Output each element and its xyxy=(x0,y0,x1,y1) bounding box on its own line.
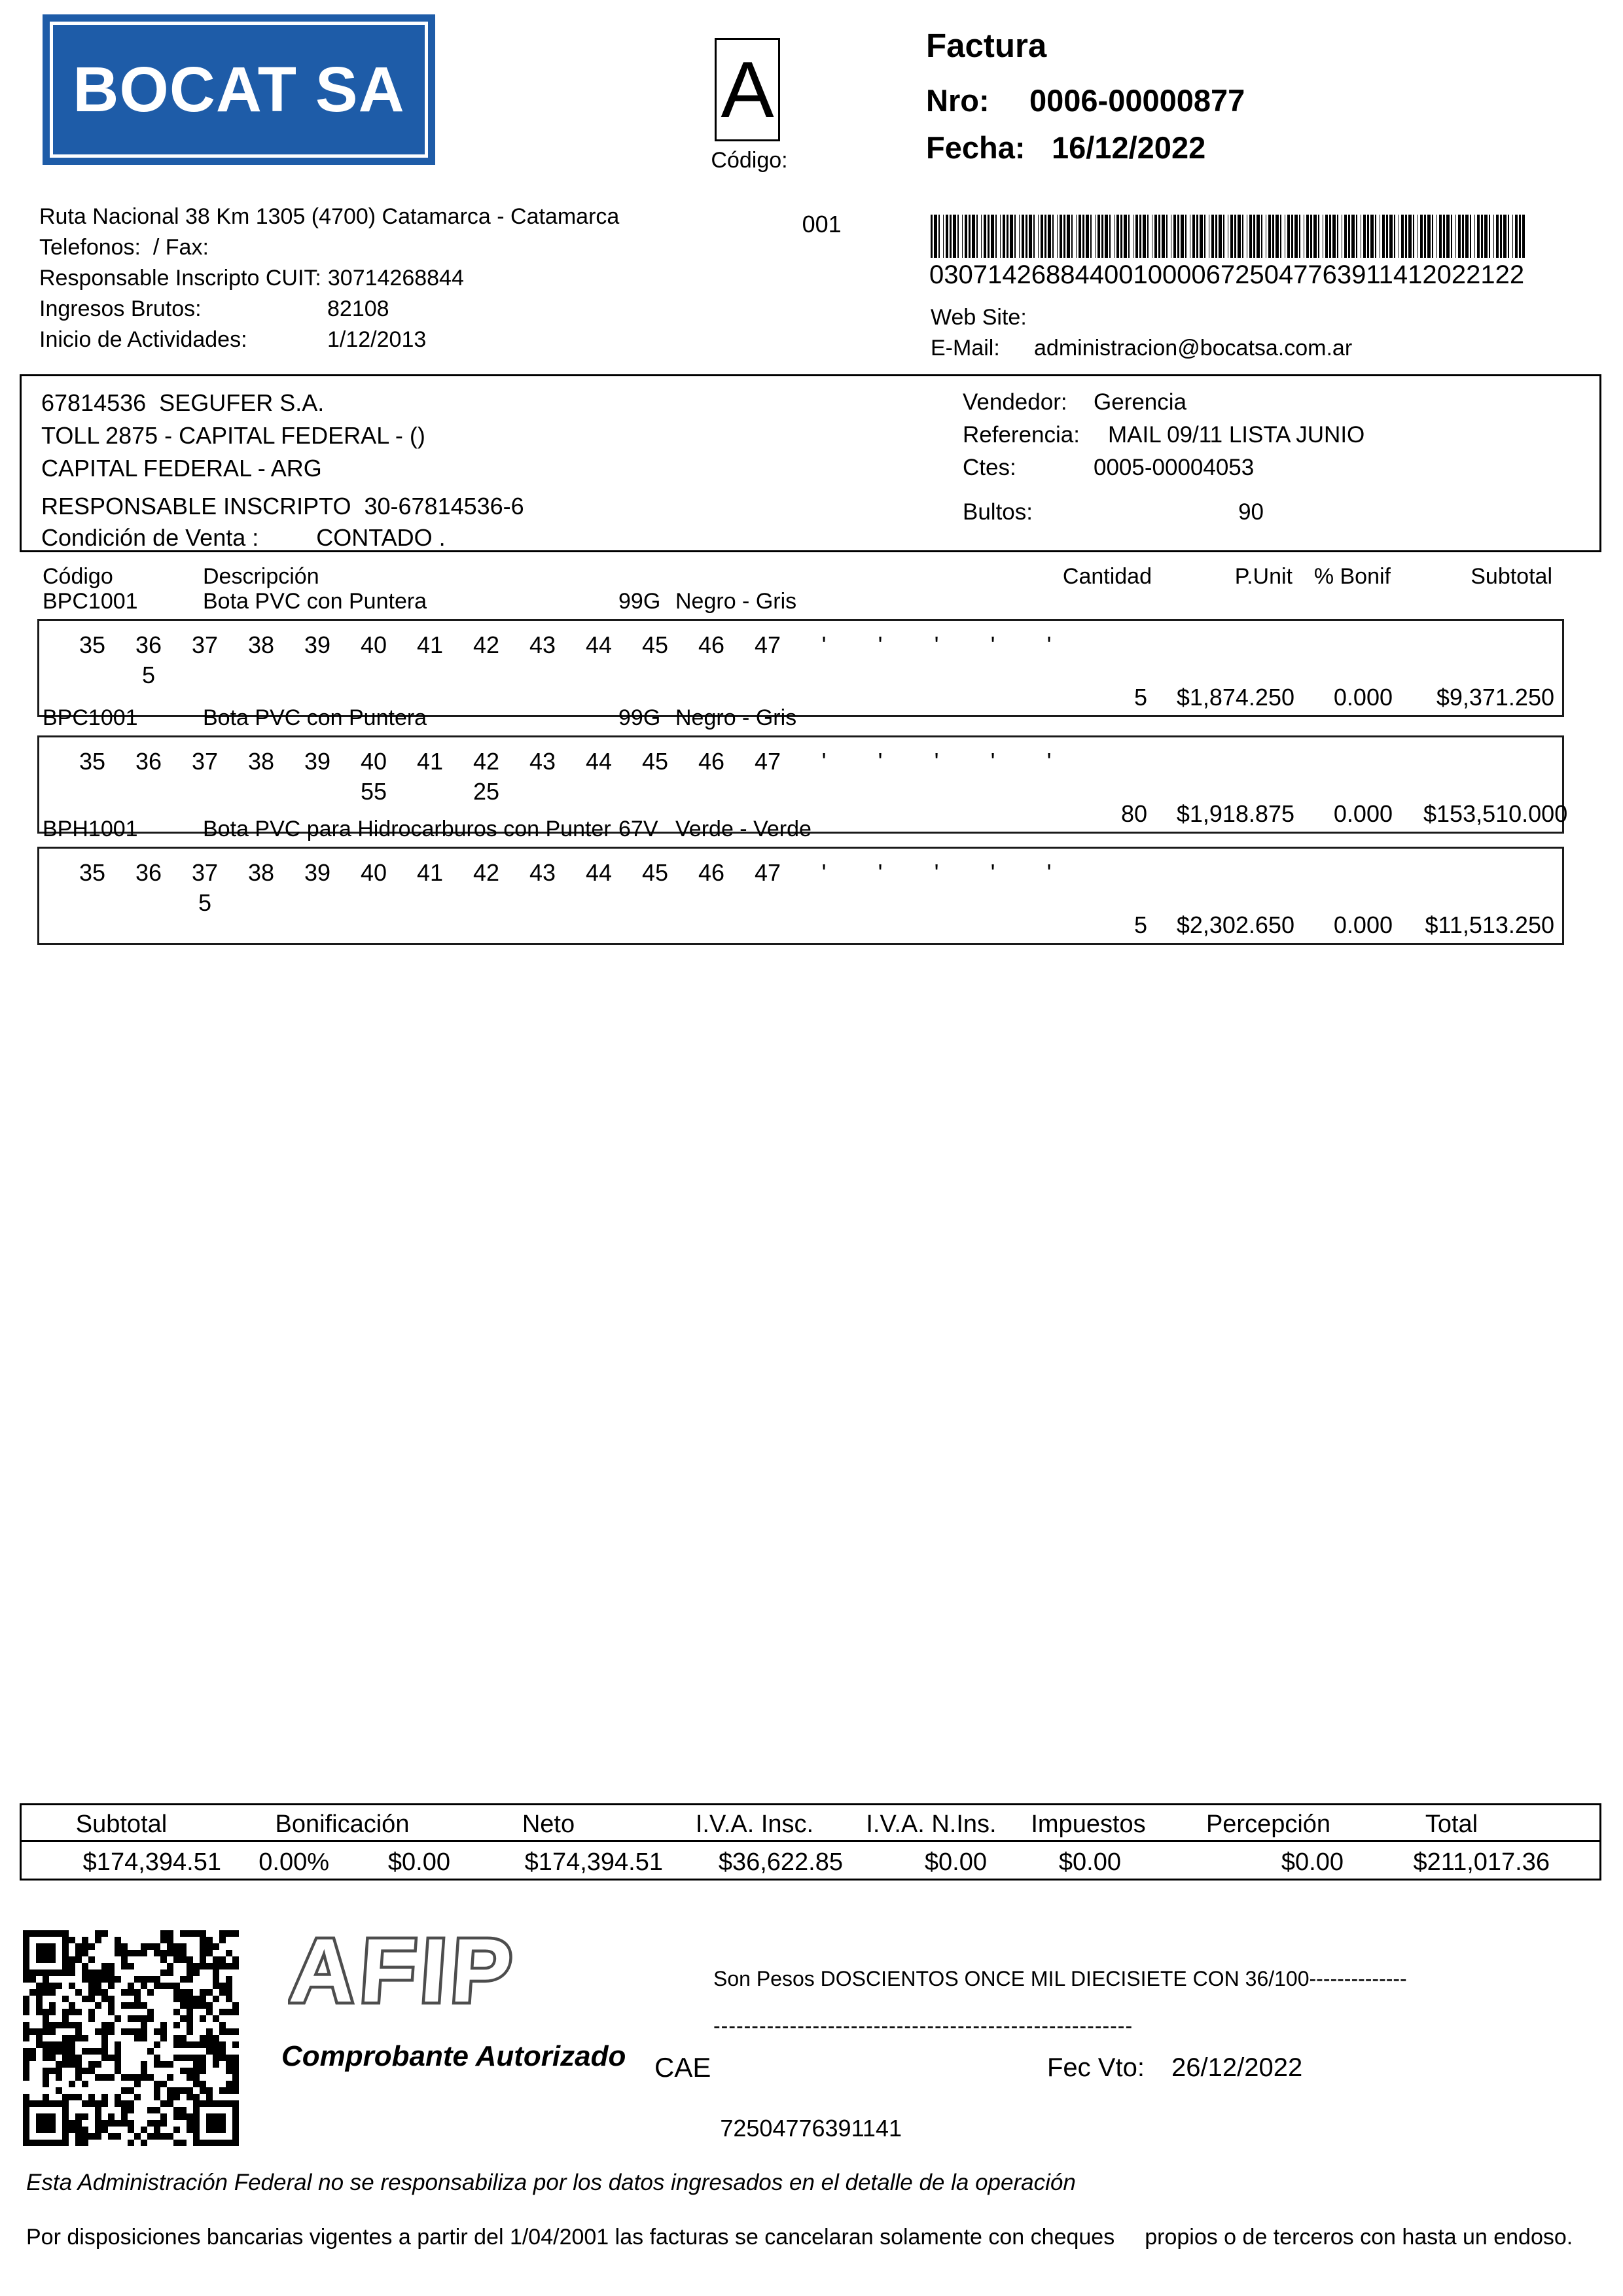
column-header-punit: P.Unit xyxy=(1234,564,1293,589)
item-color-code: 99G xyxy=(618,705,661,730)
afip-disclaimer: Esta Administración Federal no se responsabiliza por los datos ingresados en el detalle de la operación xyxy=(26,2170,1076,2195)
column-header-descripcion: Descripción xyxy=(203,564,319,589)
qr-code xyxy=(23,1930,239,2146)
website-label: Web Site: xyxy=(931,305,1027,330)
invoice-codigo-line xyxy=(668,148,842,238)
amount-words-filler-line: ------------------------------------------------------- xyxy=(713,2014,1133,2038)
size-cell xyxy=(514,778,571,805)
invoice-number-value: 0006-00000877 xyxy=(1029,83,1245,118)
inicio-actividades-line xyxy=(39,327,426,353)
item-color-code: 99G xyxy=(618,589,661,614)
size-cell xyxy=(233,778,289,805)
totals-header-bonificacion: Bonificación xyxy=(275,1810,410,1838)
column-header-cantidad: Cantidad xyxy=(1062,564,1152,589)
size-cell xyxy=(120,778,177,805)
bank-note-left: Por disposiciones bancarias vigentes a partir del 1/04/2001 las facturas se cancelaran solamente con cheques xyxy=(26,2225,1115,2250)
size-cell: 44 xyxy=(585,859,613,886)
size-cell xyxy=(683,889,740,917)
size-cell: 38 xyxy=(247,859,275,886)
inicio-actividades-label: Inicio de Actividades: xyxy=(39,327,247,352)
invoice-number-line xyxy=(926,82,1245,118)
size-cell: 55 xyxy=(360,778,387,805)
size-cell: 42 xyxy=(473,631,500,658)
fec-vto-label: Fec Vto: xyxy=(1047,2053,1145,2082)
vendedor-value: Gerencia xyxy=(1094,389,1187,415)
invoice-letter: A xyxy=(721,45,774,134)
size-cell: 45 xyxy=(641,859,669,886)
item-punit: $1,918.875 xyxy=(1176,800,1294,827)
size-quantities-row xyxy=(64,662,1077,689)
size-cell xyxy=(796,778,852,805)
company-cuit-line xyxy=(39,266,464,291)
totals-header-impuestos: Impuestos xyxy=(1031,1810,1146,1838)
size-cell xyxy=(571,662,627,689)
ingresos-brutos-line xyxy=(39,296,389,322)
totals-subtotal-value: $174,394.51 xyxy=(82,1848,221,1876)
column-header-codigo: Código xyxy=(43,564,113,589)
ingresos-brutos-label: Ingresos Brutos: xyxy=(39,296,202,321)
bultos-value: 90 xyxy=(1238,499,1264,525)
item-sizes-box xyxy=(37,847,1564,945)
size-cell: ' xyxy=(934,748,939,775)
item-subtotal: $153,510.000 xyxy=(1423,800,1568,827)
comprobante-autorizado-label: Comprobante Autorizado xyxy=(281,2040,626,2072)
size-labels-row xyxy=(64,748,1077,775)
item-description: Bota PVC para Hidrocarburos con Punter xyxy=(203,817,611,841)
cae-label: CAE xyxy=(654,2052,711,2083)
size-cell xyxy=(740,662,796,689)
size-cell: ' xyxy=(990,631,995,658)
item-color-name: Negro - Gris xyxy=(675,705,797,730)
email-value: administracion@bocatsa.com.ar xyxy=(1034,336,1353,361)
size-cell xyxy=(627,889,683,917)
item-color-code: 67V xyxy=(618,817,658,841)
ingresos-brutos-value: 82108 xyxy=(327,296,389,321)
size-cell: ' xyxy=(878,631,883,658)
size-cell: 40 xyxy=(360,631,387,658)
totals-iva-nins-value: $0.00 xyxy=(924,1848,987,1876)
size-cell: 35 xyxy=(79,859,106,886)
size-cell xyxy=(796,662,852,689)
vendedor-label: Vendedor: xyxy=(963,389,1067,415)
size-cell: ' xyxy=(934,859,939,886)
size-cell: 40 xyxy=(360,859,387,886)
item-bonif: 0.000 xyxy=(1333,684,1393,711)
size-cell: 41 xyxy=(416,631,444,658)
item-code: BPC1001 xyxy=(43,705,138,730)
item-description-line xyxy=(0,817,1623,845)
bultos-label: Bultos: xyxy=(963,499,1033,525)
size-cell xyxy=(571,889,627,917)
totals-bonif-amount-value: $0.00 xyxy=(387,1848,450,1876)
totals-header-iva-insc: I.V.A. Insc. xyxy=(695,1810,814,1838)
size-cell xyxy=(852,778,908,805)
size-cell xyxy=(852,662,908,689)
totals-header-percepcion: Percepción xyxy=(1205,1810,1331,1838)
fec-vto-line xyxy=(1047,2053,1302,2083)
size-cell: 47 xyxy=(754,631,781,658)
size-cell: 43 xyxy=(529,748,556,775)
size-cell: ' xyxy=(878,748,883,775)
size-cell: 35 xyxy=(79,748,106,775)
size-labels-row xyxy=(64,859,1077,887)
item-code: BPH1001 xyxy=(43,817,138,841)
item-punit: $2,302.650 xyxy=(1176,911,1294,938)
size-cell xyxy=(64,889,120,917)
size-cell: 38 xyxy=(247,631,275,658)
size-cell: 41 xyxy=(416,859,444,886)
company-address: Ruta Nacional 38 Km 1305 (4700) Catamarca - Catamarca xyxy=(39,204,620,229)
bank-note xyxy=(26,2225,1573,2250)
size-cell: 39 xyxy=(304,631,331,658)
item-cantidad: 80 xyxy=(1120,800,1147,827)
item-row xyxy=(0,589,1623,720)
totals-neto-value: $174,394.51 xyxy=(524,1848,663,1876)
item-row xyxy=(0,817,1623,947)
size-cell xyxy=(514,889,571,917)
logo-text: BOCAT SA xyxy=(73,54,405,125)
size-cell: 39 xyxy=(304,748,331,775)
size-cell xyxy=(289,889,346,917)
bank-note-right: propios o de terceros con hasta un endoso. xyxy=(1145,2225,1573,2250)
cuit-value: 30714268844 xyxy=(327,266,464,291)
item-subtotal: $9,371.250 xyxy=(1436,684,1554,711)
item-code: BPC1001 xyxy=(43,589,138,614)
size-cell xyxy=(289,778,346,805)
size-cell: 44 xyxy=(585,631,613,658)
afip-logo xyxy=(288,1927,569,2019)
size-cell xyxy=(740,889,796,917)
size-cell: 42 xyxy=(473,748,500,775)
item-cantidad: 5 xyxy=(1133,911,1147,938)
size-cell xyxy=(64,662,120,689)
sale-condition-value: CONTADO . xyxy=(316,524,446,551)
customer-address: TOLL 2875 - CAPITAL FEDERAL - () xyxy=(41,422,425,449)
item-description: Bota PVC con Puntera xyxy=(203,705,427,730)
size-cell: ' xyxy=(1046,748,1052,775)
size-quantities-row xyxy=(64,889,1077,917)
cae-value: 72504776391141 xyxy=(720,2115,902,2142)
barcode-number: 03071426884400100006725047763911412022122 xyxy=(929,260,1525,289)
referencia-label: Referencia: xyxy=(963,422,1080,448)
totals-header-iva-nins: I.V.A. N.Ins. xyxy=(866,1810,997,1838)
company-logo xyxy=(43,14,435,165)
item-color-name: Verde - Verde xyxy=(675,817,812,841)
size-cell: 42 xyxy=(473,859,500,886)
codigo-value: 001 xyxy=(802,211,842,238)
totals-impuestos-value: $0.00 xyxy=(1058,1848,1121,1876)
cuit-label: Responsable Inscripto CUIT: xyxy=(39,266,321,291)
size-cell: 46 xyxy=(698,859,725,886)
customer-city: CAPITAL FEDERAL - ARG xyxy=(41,455,322,482)
size-cell xyxy=(571,778,627,805)
size-cell xyxy=(683,778,740,805)
totals-percepcion-value: $0.00 xyxy=(1281,1848,1344,1876)
size-cell: 36 xyxy=(135,748,162,775)
size-cell xyxy=(289,662,346,689)
size-cell xyxy=(796,889,852,917)
size-cell: 40 xyxy=(360,748,387,775)
cae-line xyxy=(654,2052,902,2142)
size-cell: 47 xyxy=(754,859,781,886)
size-cell: 38 xyxy=(247,748,275,775)
size-cell: 47 xyxy=(754,748,781,775)
column-header-bonif: % Bonif xyxy=(1313,564,1391,589)
size-cell xyxy=(402,778,458,805)
size-cell xyxy=(458,662,514,689)
size-cell: 46 xyxy=(698,631,725,658)
size-cell xyxy=(177,778,233,805)
totals-header-row xyxy=(22,1805,1599,1842)
size-cell: ' xyxy=(878,859,883,886)
size-cell: 39 xyxy=(304,859,331,886)
size-cell: 46 xyxy=(698,748,725,775)
customer-box xyxy=(20,374,1601,552)
totals-box xyxy=(20,1803,1601,1881)
website-line xyxy=(931,305,1027,330)
afip-logo-text: AFIP xyxy=(288,1927,521,2019)
item-sizes-box xyxy=(37,619,1564,717)
size-labels-row xyxy=(64,631,1077,659)
ctes-label: Ctes: xyxy=(963,455,1016,480)
totals-header-subtotal: Subtotal xyxy=(75,1810,168,1838)
size-cell: 45 xyxy=(641,748,669,775)
size-cell xyxy=(177,662,233,689)
ctes-value: 0005-00004053 xyxy=(1094,455,1255,480)
size-cell xyxy=(852,889,908,917)
size-cell xyxy=(233,662,289,689)
item-color-name: Negro - Gris xyxy=(675,589,797,614)
item-bonif: 0.000 xyxy=(1333,911,1393,938)
totals-header-neto: Neto xyxy=(522,1810,575,1838)
size-cell: 43 xyxy=(529,631,556,658)
codigo-label: Código: xyxy=(711,148,788,173)
size-cell: ' xyxy=(821,748,827,775)
size-cell: ' xyxy=(821,631,827,658)
column-header-subtotal: Subtotal xyxy=(1471,564,1552,589)
invoice-number-label: Nro: xyxy=(926,83,990,118)
size-cell xyxy=(120,889,177,917)
item-bonif: 0.000 xyxy=(1333,800,1393,827)
invoice-date-value: 16/12/2022 xyxy=(1052,130,1206,165)
totals-iva-insc-value: $36,622.85 xyxy=(718,1848,843,1876)
size-cell: 36 xyxy=(135,859,162,886)
size-cell xyxy=(627,662,683,689)
size-cell xyxy=(514,662,571,689)
size-cell: ' xyxy=(1046,631,1052,658)
size-cell: 43 xyxy=(529,859,556,886)
size-cell: ' xyxy=(990,859,995,886)
company-phone-fax: Telefonos: / Fax: xyxy=(39,235,209,260)
item-cantidad: 5 xyxy=(1133,684,1147,711)
size-cell: 35 xyxy=(79,631,106,658)
size-quantities-row xyxy=(64,778,1077,805)
totals-total-value: $211,017.36 xyxy=(1413,1848,1550,1876)
size-cell xyxy=(683,662,740,689)
document-title: Factura xyxy=(926,27,1047,64)
size-cell: ' xyxy=(934,631,939,658)
size-cell: 25 xyxy=(473,778,500,805)
email-line xyxy=(931,336,1352,361)
barcode-image xyxy=(931,215,1525,258)
item-description: Bota PVC con Puntera xyxy=(203,589,427,614)
size-cell xyxy=(740,778,796,805)
size-cell: 37 xyxy=(191,748,219,775)
sale-condition-line xyxy=(41,524,446,552)
size-cell: ' xyxy=(990,748,995,775)
size-cell: 37 xyxy=(191,859,219,886)
size-cell: 36 xyxy=(135,631,162,658)
size-cell xyxy=(346,662,402,689)
size-cell: 5 xyxy=(198,889,212,916)
size-cell: 45 xyxy=(641,631,669,658)
invoice-date-line xyxy=(926,130,1205,166)
item-punit: $1,874.250 xyxy=(1176,684,1294,711)
size-cell: 5 xyxy=(141,662,156,688)
size-cell xyxy=(64,778,120,805)
fec-vto-value: 26/12/2022 xyxy=(1171,2053,1303,2082)
size-cell: 37 xyxy=(191,631,219,658)
size-cell xyxy=(233,889,289,917)
item-description-line xyxy=(0,705,1623,734)
invoice-letter-box xyxy=(715,38,780,141)
amount-in-words: Son Pesos DOSCIENTOS ONCE MIL DIECISIETE CON 36/100-------------- xyxy=(713,1967,1407,1990)
size-cell: ' xyxy=(1046,859,1052,886)
size-cell xyxy=(627,778,683,805)
customer-tax-status: RESPONSABLE INSCRIPTO 30-67814536-6 xyxy=(41,493,524,520)
referencia-value: MAIL 09/11 LISTA JUNIO xyxy=(1108,422,1365,448)
size-cell: ' xyxy=(821,859,827,886)
item-subtotal: $11,513.250 xyxy=(1425,911,1554,938)
size-cell xyxy=(458,889,514,917)
inicio-actividades-value: 1/12/2013 xyxy=(327,327,427,352)
totals-header-total: Total xyxy=(1425,1810,1478,1838)
size-cell xyxy=(402,662,458,689)
size-cell xyxy=(402,889,458,917)
size-cell: 44 xyxy=(585,748,613,775)
invoice-date-label: Fecha: xyxy=(926,130,1026,165)
item-description-line xyxy=(0,589,1623,618)
email-label: E-Mail: xyxy=(931,336,1000,361)
size-cell xyxy=(346,889,402,917)
size-cell: 41 xyxy=(416,748,444,775)
sale-condition-label: Condición de Venta : xyxy=(41,524,259,551)
totals-bonif-percent-value: 0.00% xyxy=(259,1848,329,1876)
customer-name: 67814536 SEGUFER S.A. xyxy=(41,389,325,416)
